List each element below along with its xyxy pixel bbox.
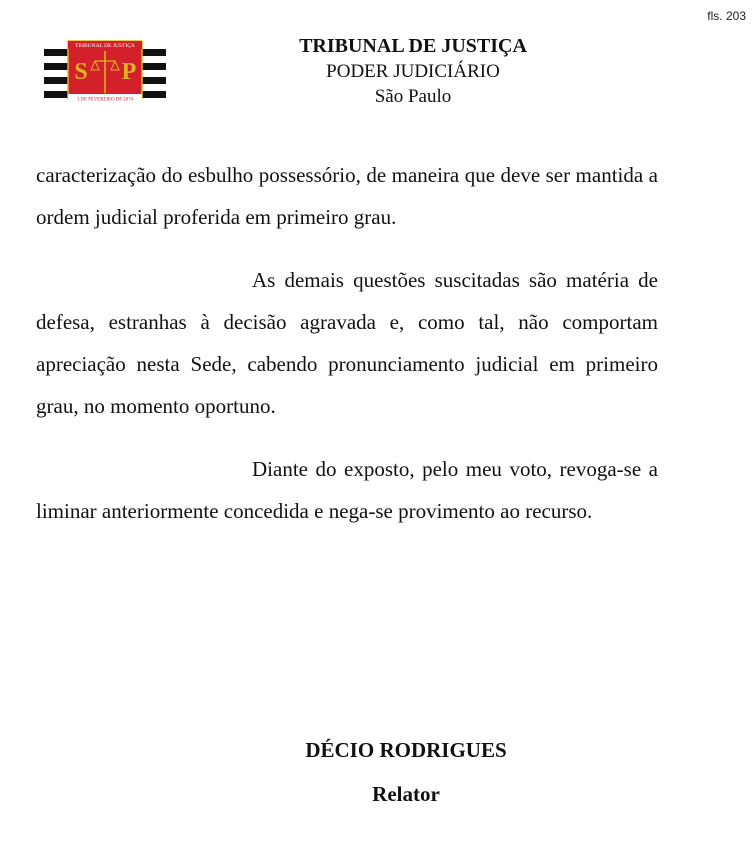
- svg-text:S: S: [74, 59, 88, 85]
- branch-title: PODER JUDICIÁRIO: [326, 61, 500, 82]
- court-seal-emblem: [44, 37, 166, 105]
- document-header: [228, 34, 598, 109]
- paragraph-2: As demais questões suscitadas são matéria de defesa, estranhas à decisão agravada e, como tal, não comportam apreciação nesta Sede, cabendo pronunciamento judicial em primeiro grau, no momento oportuno.: [36, 268, 658, 418]
- paragraph-3: Diante do exposto, pelo meu voto, revoga-se a liminar anteriormente concedida e nega-se provimento ao recurso.: [36, 457, 658, 523]
- signature-name: DÉCIO RODRIGUES: [305, 738, 507, 762]
- svg-text:3 DE FEVEREIRO DE 1874: 3 DE FEVEREIRO DE 1874: [77, 97, 133, 103]
- paragraph-1: caracterização do esbulho possessório, de maneira que deve ser mantida a ordem judicial proferida em primeiro grau.: [36, 163, 658, 229]
- document-body: [36, 154, 658, 532]
- court-title: TRIBUNAL DE JUSTIÇA: [299, 35, 527, 57]
- signature-role: Relator: [372, 782, 440, 806]
- page-number: fls. 203: [707, 9, 746, 23]
- svg-text:P: P: [121, 59, 137, 85]
- court-seal-logo: [44, 37, 166, 105]
- svg-text:TRIBUNAL DE JUSTIÇA: TRIBUNAL DE JUSTIÇA: [75, 43, 135, 49]
- city-title: São Paulo: [374, 86, 452, 107]
